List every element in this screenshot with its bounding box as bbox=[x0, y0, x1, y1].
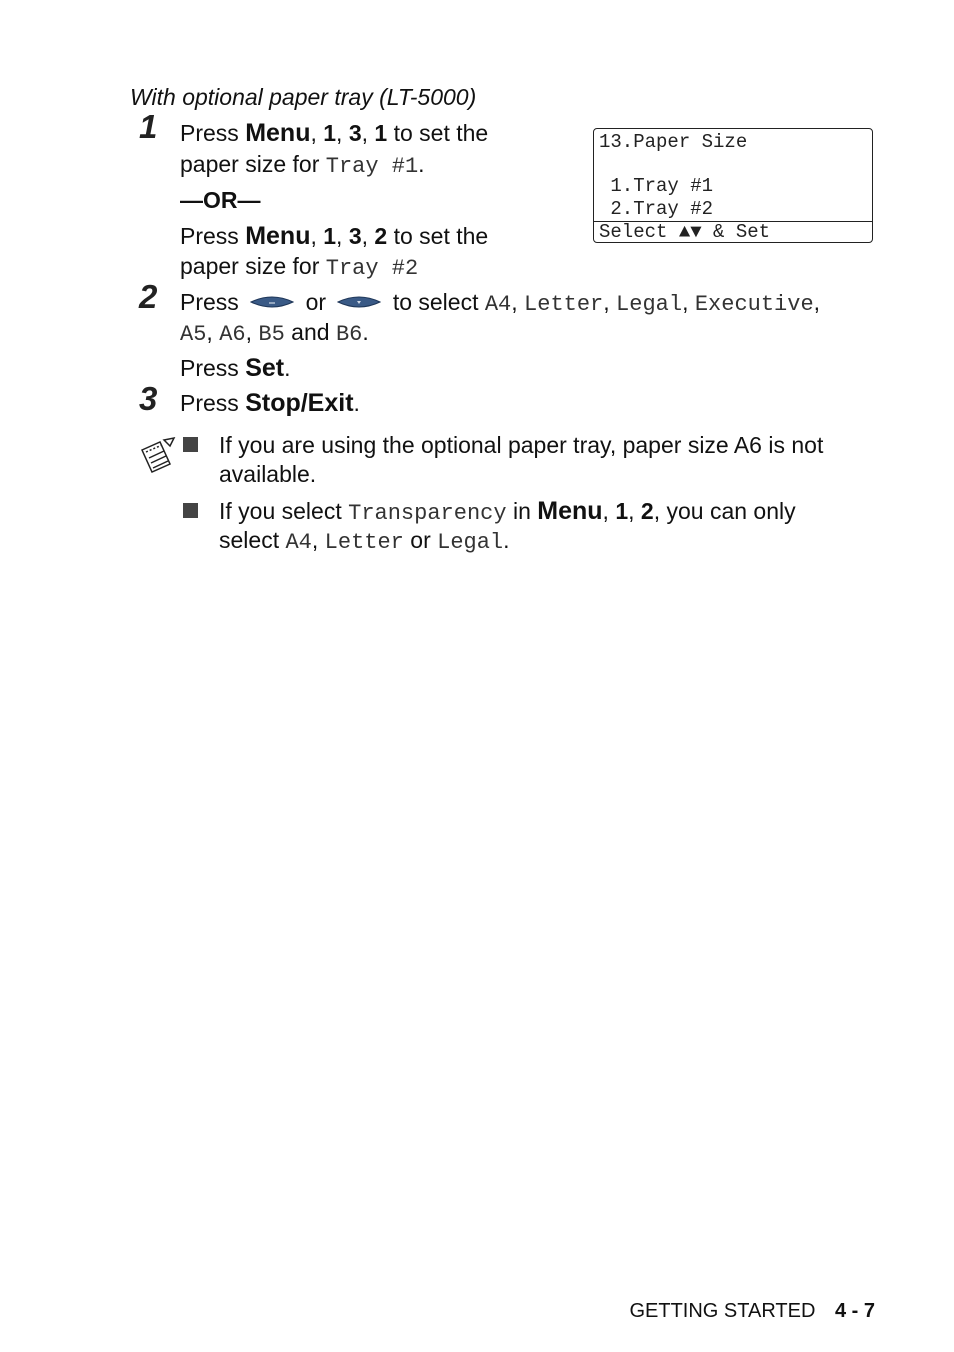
footer-section: GETTING STARTED bbox=[629, 1300, 816, 1322]
or-text: or bbox=[305, 289, 327, 315]
option-a5: A5 bbox=[180, 322, 207, 347]
lcd-line-1: 13.Paper Size bbox=[599, 131, 748, 153]
note2-a4: A4 bbox=[285, 530, 312, 555]
step2-line3: Press Set. bbox=[180, 354, 291, 382]
stop-exit-key: Stop/Exit bbox=[245, 389, 354, 417]
key-1: 1 bbox=[615, 498, 629, 524]
footer-page-number: 4 - 7 bbox=[834, 1300, 875, 1322]
lcd-line-3: 2.Tray #2 bbox=[599, 198, 714, 220]
menu-key: Menu bbox=[245, 119, 311, 147]
key-2: 2 bbox=[640, 498, 654, 524]
paper-size-for-text: paper size for bbox=[180, 151, 320, 177]
note2-legal: Legal bbox=[437, 530, 504, 555]
step3-line1: Press Stop/Exit. bbox=[180, 389, 360, 417]
note2-or-text: or bbox=[410, 527, 431, 553]
paper-size-for-text: paper size for bbox=[180, 253, 320, 279]
option-executive: Executive bbox=[694, 292, 814, 317]
step-number-3: 3 bbox=[139, 380, 158, 417]
note-bullet-1 bbox=[183, 437, 198, 452]
press-text: Press bbox=[180, 120, 239, 146]
lcd-line-4: Select ▲▼ & Set bbox=[599, 221, 771, 243]
note2-letter: Letter bbox=[324, 530, 404, 555]
section-heading: With optional paper tray (LT-5000) bbox=[130, 84, 477, 110]
step1-line3: Press Menu, 1, 3, 2 to set the bbox=[180, 222, 489, 250]
press-text: Press bbox=[180, 289, 239, 315]
step1-line4 bbox=[180, 251, 418, 284]
to-set-text: to set the bbox=[393, 223, 489, 249]
note1-line1: If you are using the optional paper tray, paper size A6 is not bbox=[219, 432, 824, 458]
page-footer bbox=[629, 1300, 875, 1323]
menu-key: Menu bbox=[537, 497, 603, 525]
up-arrow-key-icon bbox=[249, 295, 295, 309]
press-text: Press bbox=[180, 390, 239, 416]
option-b6: B6 bbox=[335, 322, 363, 347]
option-letter: Letter bbox=[524, 292, 604, 317]
lcd-line-2: 1.Tray #1 bbox=[599, 175, 714, 197]
note-pad-icon bbox=[136, 436, 176, 476]
step1-line2: paper size for Tray #1. bbox=[180, 151, 425, 179]
option-a4: A4 bbox=[484, 292, 512, 317]
transparency-value: Transparency bbox=[348, 501, 507, 526]
key-1b: 1 bbox=[374, 120, 388, 146]
note2-line1: If you select Transparency in Menu, 1, 2, you can only bbox=[219, 497, 796, 526]
to-set-text: to set the bbox=[393, 120, 489, 146]
key-1: 1 bbox=[323, 120, 337, 146]
down-arrow-key-icon bbox=[336, 295, 382, 309]
step-number-1: 1 bbox=[139, 108, 158, 145]
step-number-2: 2 bbox=[139, 278, 158, 315]
key-3: 3 bbox=[348, 120, 362, 146]
key-1: 1 bbox=[323, 223, 337, 249]
step1-line1: Press Menu, 1, 3, 1 to set the bbox=[180, 119, 489, 147]
tray2-value: Tray #2 bbox=[325, 256, 419, 281]
option-a6: A6 bbox=[219, 322, 246, 347]
note2-in-text: in bbox=[512, 498, 531, 524]
menu-key: Menu bbox=[245, 222, 311, 250]
key-2: 2 bbox=[374, 223, 388, 249]
note2-if-text: If you select bbox=[219, 498, 342, 524]
press-text: Press bbox=[180, 223, 239, 249]
to-select-text: to select bbox=[392, 289, 479, 315]
lcd-display bbox=[593, 128, 873, 243]
key-3: 3 bbox=[348, 223, 362, 249]
step2-line1: Press or to select A4, Letter, Legal, Executive, bbox=[180, 289, 821, 317]
step2-line2: A5, A6, B5 and B6. bbox=[180, 319, 369, 347]
set-key: Set bbox=[245, 354, 285, 382]
and-text: and bbox=[291, 319, 330, 345]
option-b5: B5 bbox=[258, 322, 285, 347]
note2-rest-text: , you can only bbox=[653, 498, 796, 524]
note2-line2: select A4, Letter or Legal. bbox=[219, 527, 510, 555]
or-divider: —OR— bbox=[180, 187, 261, 213]
press-text: Press bbox=[180, 355, 239, 381]
note1-line2: available. bbox=[219, 461, 317, 487]
option-legal: Legal bbox=[616, 292, 683, 317]
note2-select-text: select bbox=[219, 527, 280, 553]
tray1-value: Tray #1 bbox=[325, 154, 419, 179]
note-bullet-2 bbox=[183, 503, 198, 518]
